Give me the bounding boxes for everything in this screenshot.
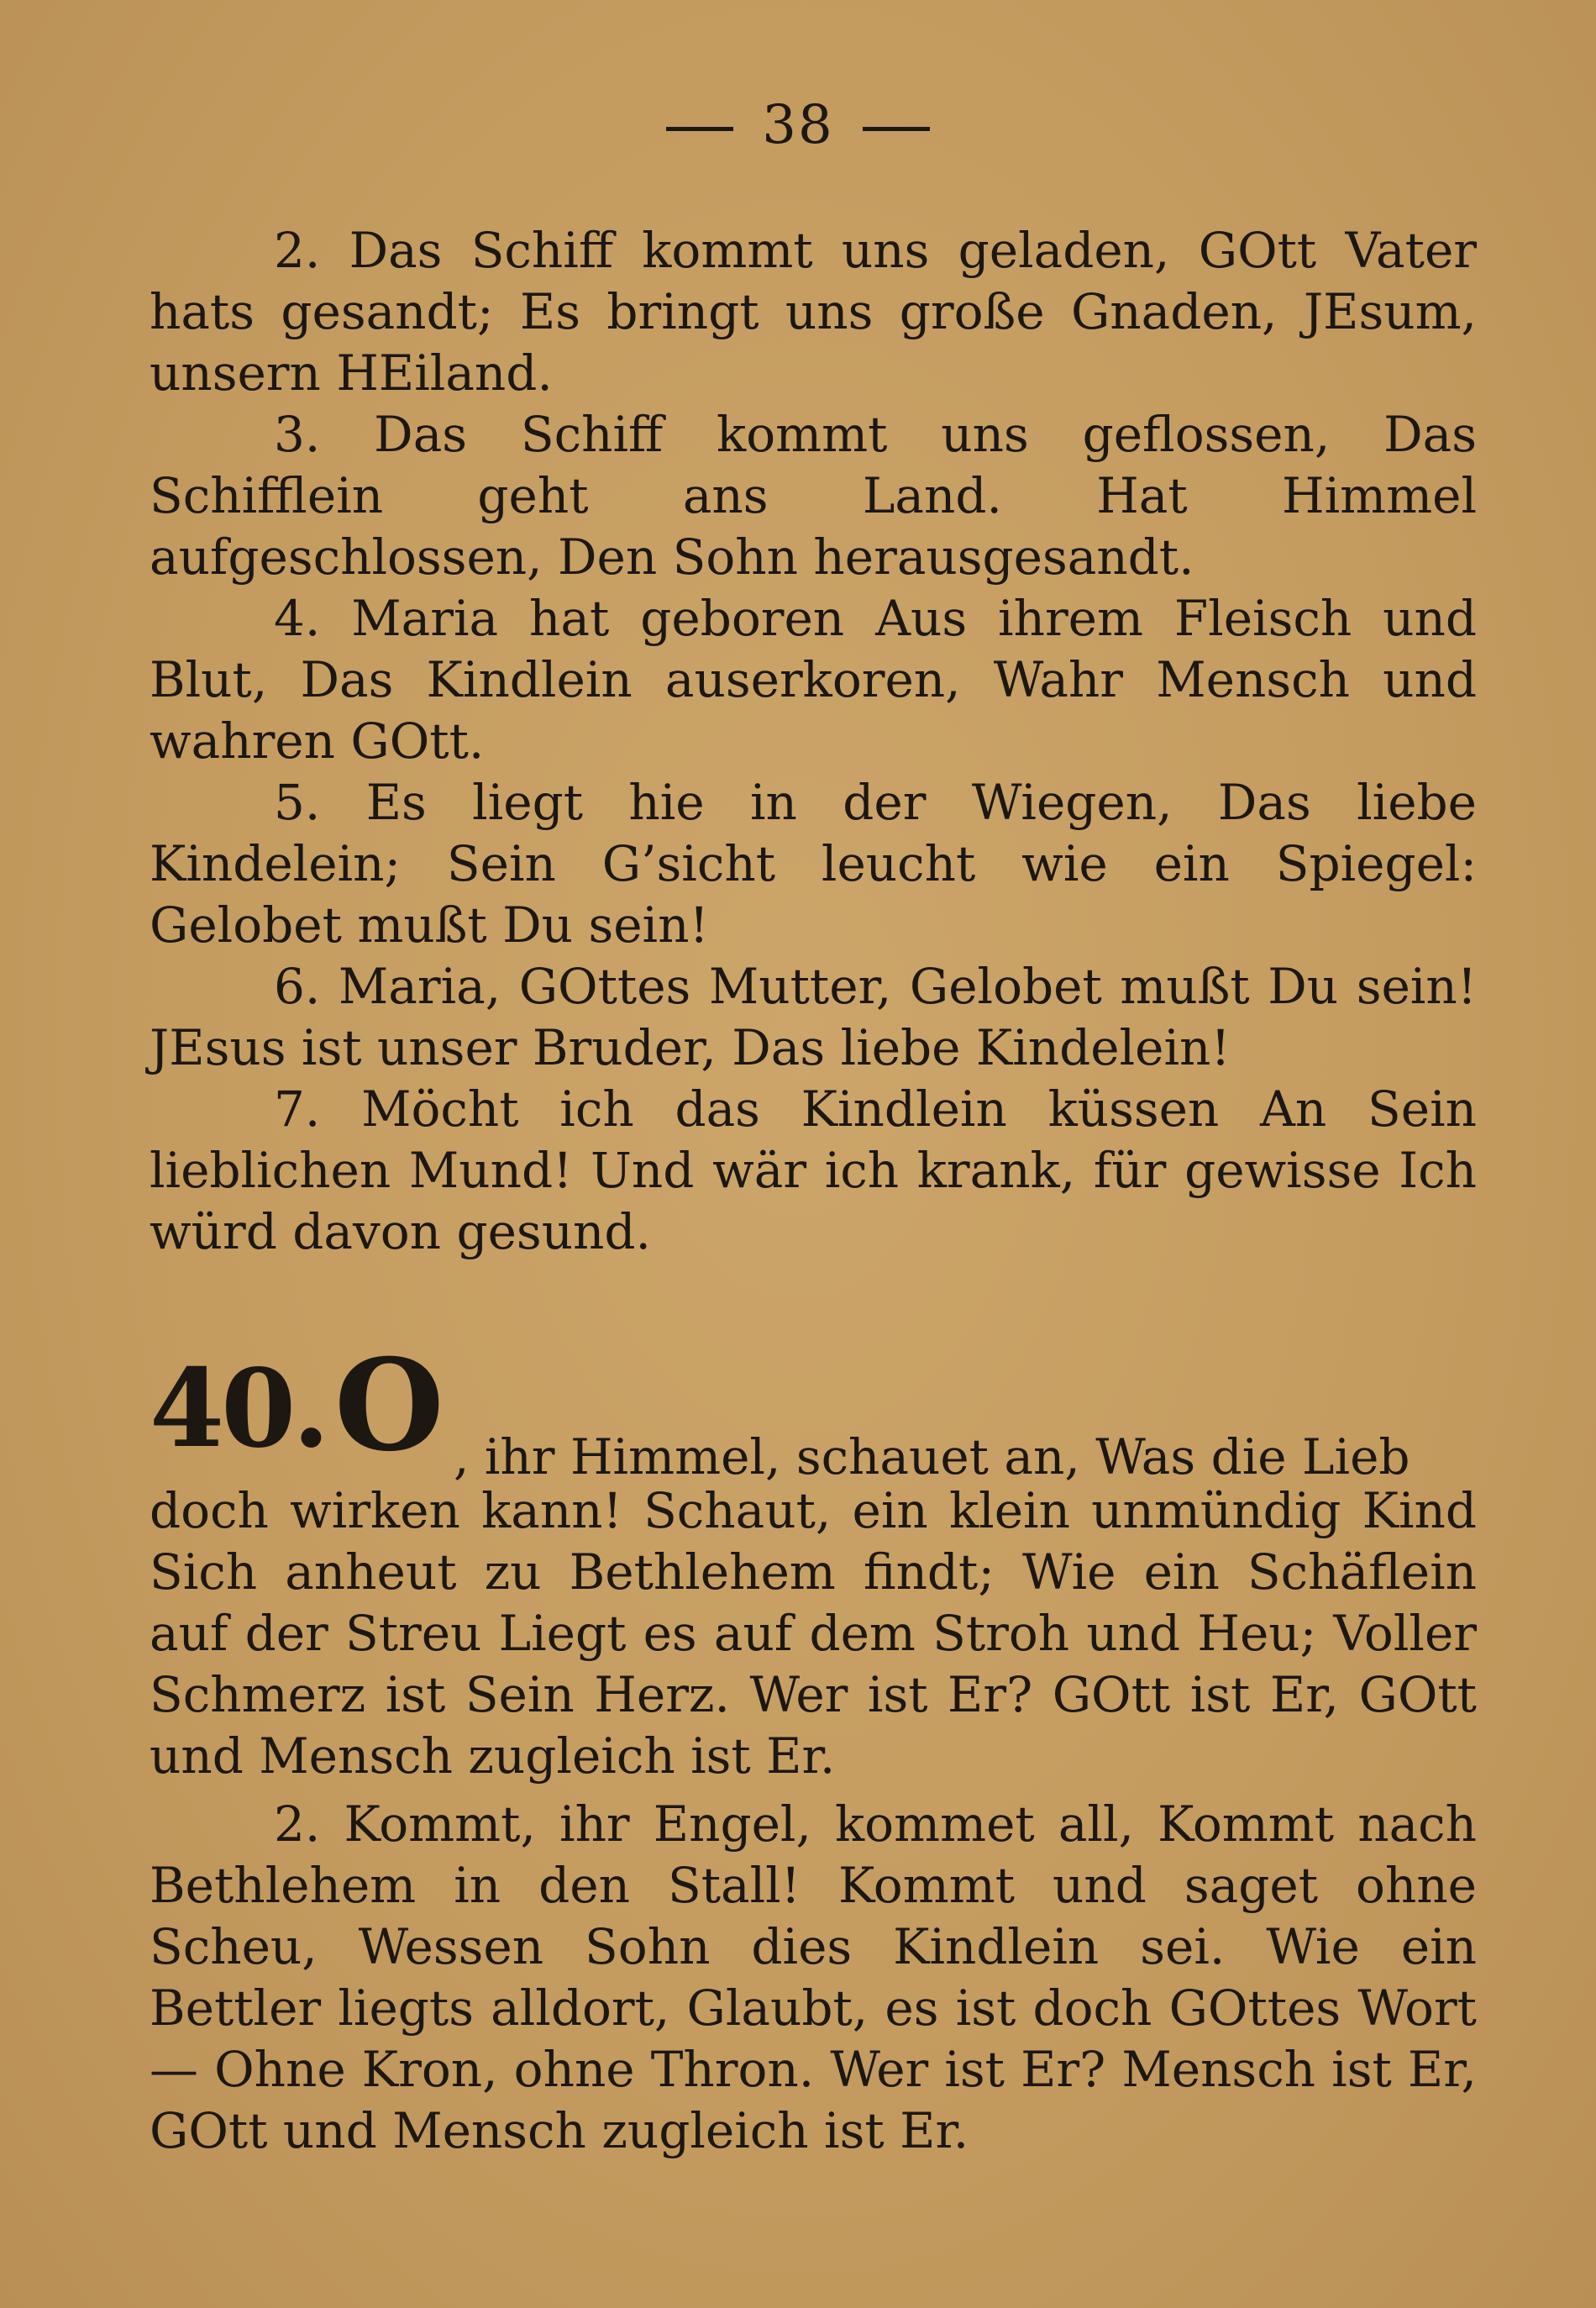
stanza-6: 6. Maria, GOttes Mutter, Gelobet mußt Du sein! JEsus ist unser Bruder, Das liebe Kindelein! <box>150 958 1477 1076</box>
page-number: 38 <box>762 94 834 156</box>
hymn-40-stanza-1 <box>150 1480 1477 1787</box>
drop-cap: O <box>334 1332 444 1480</box>
stanza-2-body: 2. Kommt, ihr Engel, kommet all, Kommt nach Bethlehem in den Stall! Kommt und saget ohne Scheu, Wessen Sohn dies Kindlein sei. Wie ein Bettler liegts alldort, Glaubt, es ist doch GOttes Wort — Ohne Kron, ohne Thron. Wer ist Er? Mensch ist Er, GOtt und Mensch zugleich ist Er. <box>150 1795 1477 2159</box>
stanza-5: 5. Es liegt hie in der Wiegen, Das liebe Kindelein; Sein G’sicht leucht wie ein Spiegel: Gelobet mußt Du sein! <box>150 774 1477 954</box>
hymn-40-stanza-2 <box>150 1794 1477 2162</box>
stanza-2: 2. Das Schiff kommt uns geladen, GOtt Vater hats gesandt; Es bringt uns große Gnaden, JEsum, unsern HEiland. <box>150 222 1477 402</box>
header-dash-right <box>863 127 930 131</box>
stanza-3: 3. Das Schiff kommt uns geflossen, Das Schifflein geht ans Land. Hat Himmel aufgeschlossen, Den Sohn herausgesandt. <box>150 406 1477 586</box>
stanza-4: 4. Maria hat geboren Aus ihrem Fleisch und Blut, Das Kindlein auserkoren, Wahr Mensch und wahren GOtt. <box>150 590 1477 770</box>
hymn-40-first-line: , ihr Himmel, schauet an, Was die Lieb <box>454 1428 1410 1485</box>
hymn-number: 40. <box>150 1346 327 1472</box>
stanza-1-body: doch wirken kann! Schaut, ein klein unmündig Kind Sich anheut zu Bethlehem findt; Wie ein Schäflein auf der Streu Liegt es auf dem Stroh und Heu; Voller Schmerz ist Sein Herz. Wer ist Er? GOtt ist Er, GOtt und Mensch zugleich ist Er. <box>150 1482 1477 1785</box>
header-dash-left <box>666 127 733 131</box>
page-header <box>0 94 1596 156</box>
hymn-39-continuation <box>150 220 1477 1263</box>
stanza-7: 7. Möcht ich das Kindlein küssen An Sein lieblichen Mund! Und wär ich krank, für gewisse Ich würd davon gesund. <box>150 1080 1477 1260</box>
